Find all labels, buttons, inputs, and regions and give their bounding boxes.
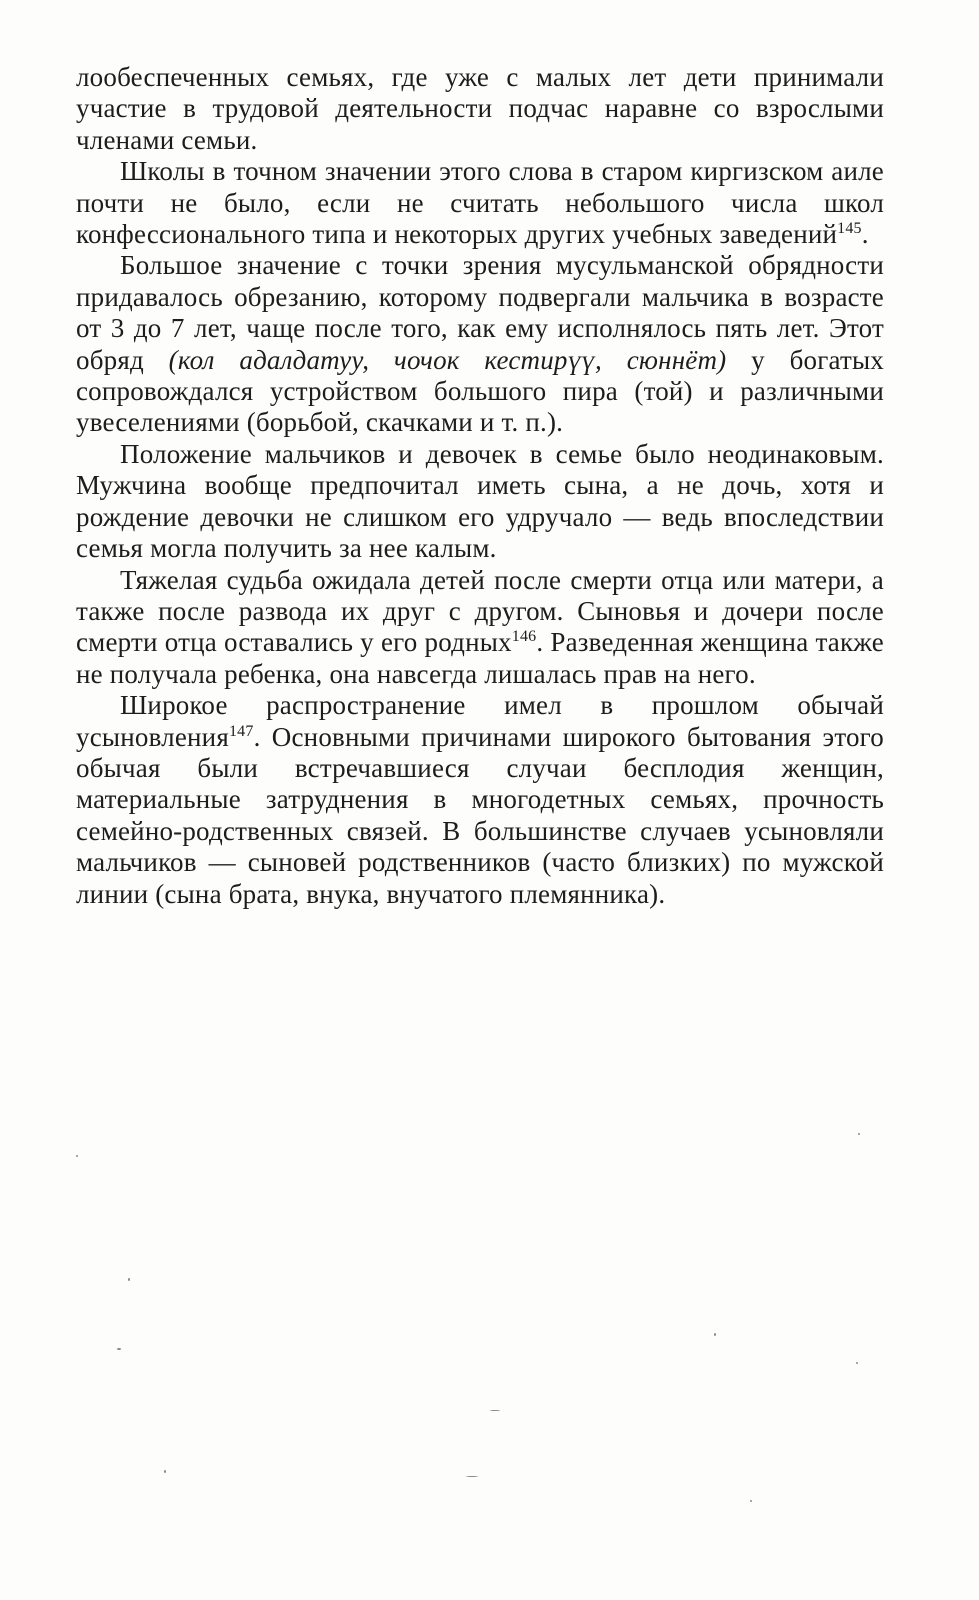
- paragraph-p1: [76, 62, 884, 156]
- paragraph-p4: [76, 439, 884, 565]
- print-speck: [164, 1470, 166, 1473]
- print-speck: [714, 1333, 716, 1336]
- italic-term: (кол адалдатуу, чочок кестирүү, сюннёт): [168, 344, 727, 375]
- text-run: Школы в точном значении этого слова в старом киргизском аиле почти не было, если не считать небольшого числа школ конфессионального типа и некоторых других учебных заведений: [76, 156, 884, 250]
- text-run: Тяжелая судьба ожидала детей после смерти отца или матери, а также после развода их друг с другом. Сыновья и дочери после смерти отца оставались у его родных: [76, 564, 884, 658]
- footnote-ref: 145: [837, 220, 862, 238]
- footnote-ref: 146: [511, 628, 537, 646]
- print-speck: [128, 1278, 130, 1281]
- text-run: Положение мальчиков и девочек в семье было неодинаковым. Мужчина вообще предпочитал иметь сына, а не дочь, хотя и рождение девочки не слишком его удручало — ведь впоследствии семья могла получить за нее калым.: [76, 438, 884, 564]
- text-run: у богатых сопровождался устройством большого пира (той) и различными увеселениями (борьбой, скачками и т. п.).: [76, 344, 885, 438]
- text-run: Широкое распространение имел в прошлом обычай усыновления: [76, 690, 884, 752]
- text-run: . Основными причинами широкого бытования этого обычая были встречавшиеся случаи бесплодия женщин, материальные затруднения в многодетных семьях, прочность семейно-родственных связей. В большинстве случаев усыновляли мальчиков — сыновей родственников (часто близких) по мужской линии (сына брата, внука, внучатого племянника).: [76, 721, 884, 909]
- print-speck: [466, 1476, 478, 1477]
- paragraph-p6: [76, 690, 884, 910]
- print-speck: [750, 1500, 752, 1502]
- print-speck: [117, 1348, 121, 1350]
- footnote-ref: 147: [228, 722, 254, 740]
- print-speck: [76, 1155, 78, 1157]
- print-speck: [858, 1133, 860, 1135]
- text-run: лообеспеченных семьях, где уже с малых лет дети принимали участие в трудовой деятельности подчас наравне со взрослыми членами семьи.: [76, 62, 884, 155]
- text-run: . Разведенная женщина также не получала ребенка, она навсегда лишалась прав на него.: [76, 627, 884, 689]
- print-speck: [856, 1362, 858, 1364]
- text-run: .: [861, 219, 869, 250]
- paragraph-p2: [76, 156, 884, 250]
- print-speck: [490, 1410, 500, 1411]
- text-run: Большое значение с точки зрения мусульманской обрядности придавалось обрезанию, которому подвергали мальчика в возрасте от 3 до 7 лет, чаще после того, как ему исполнялось пять лет. Этот обряд: [76, 250, 884, 375]
- paragraph-p5: [76, 565, 884, 691]
- paragraph-p3: [76, 250, 884, 438]
- body-text: [76, 62, 884, 910]
